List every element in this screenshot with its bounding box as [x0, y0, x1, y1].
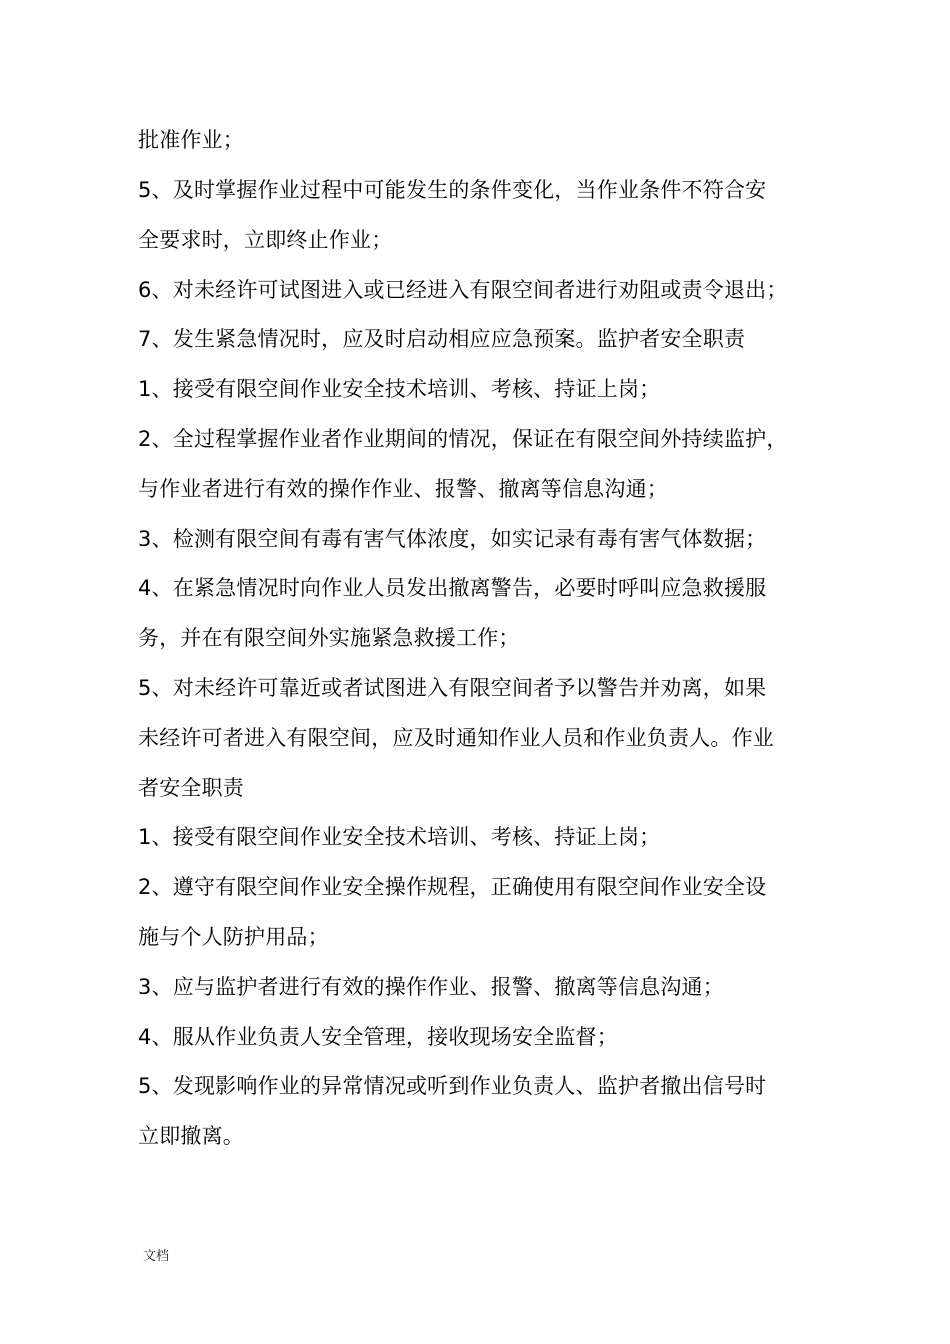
text-line: 者安全职责: [138, 776, 244, 800]
text-line: 5、对未经许可靠近或者试图进入有限空间者予以警告并劝离，如果: [138, 676, 767, 700]
text-line: 4、在紧急情况时向作业人员发出撤离警告，必要时呼叫应急救援服: [138, 576, 767, 600]
text-line: 1、接受有限空间作业安全技术培训、考核、持证上岗；: [138, 825, 661, 849]
text-line: 2、遵守有限空间作业安全操作规程，正确使用有限空间作业安全设: [138, 875, 767, 899]
text-line: 未经许可者进入有限空间，应及时通知作业人员和作业负责人。作业: [138, 726, 774, 750]
text-line: 批准作业；: [138, 128, 244, 152]
text-line: 立即撤离。: [138, 1124, 244, 1148]
text-line: 4、服从作业负责人安全管理，接收现场安全监督；: [138, 1025, 618, 1049]
text-line: 5、及时掌握作业过程中可能发生的条件变化，当作业条件不符合安: [138, 178, 767, 202]
text-line: 务，并在有限空间外实施紧急救援工作；: [138, 626, 520, 650]
text-line: 3、检测有限空间有毒有害气体浓度，如实记录有毒有害气体数据；: [138, 527, 767, 551]
text-line: 7、发生紧急情况时，应及时启动相应应急预案。监护者安全职责: [138, 327, 746, 351]
text-line: 3、应与监护者进行有效的操作作业、报警、撤离等信息沟通；: [138, 975, 724, 999]
text-line: 6、对未经许可试图进入或已经进入有限空间者进行劝阻或责令退出；: [138, 278, 788, 302]
text-line: 全要求时，立即终止作业；: [138, 228, 393, 252]
text-line: 1、接受有限空间作业安全技术培训、考核、持证上岗；: [138, 377, 661, 401]
text-line: 施与个人防护用品；: [138, 925, 329, 949]
page-footer: 文档: [143, 1249, 170, 1264]
text-line: 2、全过程掌握作业者作业期间的情况，保证在有限空间外持续监护，: [138, 427, 788, 451]
text-line: 与作业者进行有效的操作作业、报警、撤离等信息沟通；: [138, 477, 668, 501]
text-line: 5、发现影响作业的异常情况或听到作业负责人、监护者撤出信号时: [138, 1074, 767, 1098]
